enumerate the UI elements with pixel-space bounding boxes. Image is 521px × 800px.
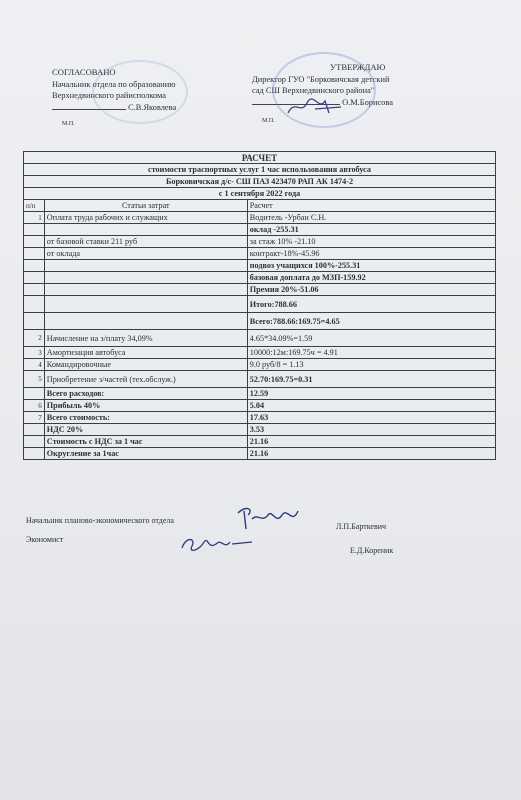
row-item: Командировочные [44, 359, 247, 371]
row-item [44, 284, 247, 296]
table-vehicle: Борковичская д/с- СШ ПАЗ 423470 РАП АК 1474-2 [24, 176, 496, 188]
row-calculation: Всего:788.66:169.75=4.65 [247, 313, 495, 330]
row-calculation: Премия 20%-51.06 [247, 284, 495, 296]
row-number: 1 [24, 212, 45, 224]
row-number: 2 [24, 330, 45, 347]
row-calculation: 4.65*34.09%=1.59 [247, 330, 495, 347]
table-row [24, 272, 496, 284]
economist-head-signature-icon [232, 503, 304, 535]
table-row [24, 412, 496, 424]
row-calculation: 5.04 [247, 400, 495, 412]
row-calculation: 10000:12м:169.75ч = 4.91 [247, 347, 495, 359]
row-item: Начисление на з/плату 34,09% [44, 330, 247, 347]
table-body [24, 212, 496, 460]
row-number: 3 [24, 347, 45, 359]
footer-title-2: Экономист [26, 535, 64, 544]
table-row [24, 424, 496, 436]
table-row [24, 296, 496, 313]
table-row [24, 284, 496, 296]
row-number [24, 448, 45, 460]
table-date: с 1 сентября 2022 года [24, 188, 496, 200]
approval-left-line2: Верхнедвинского райисполкома [52, 91, 166, 100]
row-calculation: базовая доплата до МЗП-159.92 [247, 272, 495, 284]
table-row [24, 400, 496, 412]
row-calculation: 17.63 [247, 412, 495, 424]
footer-name-2: Е.Д.Кореник [350, 546, 394, 555]
row-number [24, 236, 45, 248]
table-row [24, 436, 496, 448]
row-number: 6 [24, 400, 45, 412]
table-row [24, 212, 496, 224]
approval-right-line1: Директор ГУО "Борковичская детский [252, 74, 390, 84]
table-row [24, 224, 496, 236]
table-row [24, 388, 496, 400]
director-signature-icon [285, 95, 345, 119]
row-calculation: 12.59 [247, 388, 495, 400]
table-row [24, 371, 496, 388]
row-number [24, 260, 45, 272]
table-row [24, 448, 496, 460]
table-row [24, 260, 496, 272]
row-item: Округление за 1час [44, 448, 247, 460]
row-calculation: 3.53 [247, 424, 495, 436]
approval-left-mp: М.П. [62, 121, 75, 127]
row-item: от базовой ставки 211 руб [44, 236, 247, 248]
row-number [24, 224, 45, 236]
row-calculation: Итого:788.66 [247, 296, 495, 313]
row-item: Стоимость с НДС за 1 час [44, 436, 247, 448]
column-header-item: Статьи затрат [44, 200, 247, 212]
row-item [44, 260, 247, 272]
row-item: Всего расходов: [44, 388, 247, 400]
economist-signature-icon [178, 532, 256, 558]
row-calculation: контракт-18%-45.96 [247, 248, 495, 260]
approval-right-mp: М.П. [262, 118, 275, 124]
row-number: 4 [24, 359, 45, 371]
table-title: РАСЧЕТ [24, 152, 496, 164]
row-number [24, 424, 45, 436]
row-item: НДС 20% [44, 424, 247, 436]
row-item [44, 296, 247, 313]
row-item [44, 224, 247, 236]
row-number: 5 [24, 371, 45, 388]
row-calculation: 21.16 [247, 436, 495, 448]
row-number [24, 284, 45, 296]
row-item: Амортизация автобуса [44, 347, 247, 359]
approval-left-title: СОГЛАСОВАНО [52, 67, 116, 77]
table-row [24, 330, 496, 347]
approval-right-title: УТВЕРЖДАЮ [330, 62, 386, 72]
stamp-left-icon [92, 60, 188, 124]
table-row [24, 313, 496, 330]
row-item: Приобретение з/частей (тех.обслуж.) [44, 371, 247, 388]
row-calculation: 9.0 руб/8 = 1.13 [247, 359, 495, 371]
table-row [24, 236, 496, 248]
approval-left-line1: Начальник отдела по образованию [52, 79, 176, 89]
approval-right-name: О.М.Борисова [342, 97, 393, 107]
approval-right-line2: сад СШ Верхнедвинского района" [252, 86, 375, 95]
row-item: от оклада [44, 248, 247, 260]
row-calculation: 21.16 [247, 448, 495, 460]
calculation-table [23, 151, 496, 460]
row-item: Всего стоимость: [44, 412, 247, 424]
footer-title-1: Начальник планово-экономического отдела [26, 516, 174, 525]
row-calculation: Водитель -Урбан С.Н. [247, 212, 495, 224]
row-number [24, 272, 45, 284]
row-calculation: 52.70:169.75=0.31 [247, 371, 495, 388]
row-item: Прибыль 40% [44, 400, 247, 412]
row-number [24, 436, 45, 448]
row-number [24, 388, 45, 400]
row-calculation: оклад -255.31 [247, 224, 495, 236]
footer-name-1: Л.П.Барткевич [336, 522, 387, 531]
table-subtitle: стоимости траспортных услуг 1 час использования автобуса [24, 164, 496, 176]
row-number [24, 313, 45, 330]
table-row [24, 248, 496, 260]
column-header-calc: Расчет [247, 200, 495, 212]
row-number [24, 296, 45, 313]
row-item [44, 313, 247, 330]
row-item: Оплата труда рабочих и служащих [44, 212, 247, 224]
table-row [24, 359, 496, 371]
row-number: 7 [24, 412, 45, 424]
table-row [24, 347, 496, 359]
row-calculation: подвоз учащихся 100%-255.31 [247, 260, 495, 272]
row-calculation: за стаж 10% -21.10 [247, 236, 495, 248]
approval-left-name: С.В.Яковлева [128, 102, 177, 112]
row-number [24, 248, 45, 260]
column-header-num: п/п [24, 200, 45, 212]
row-item [44, 272, 247, 284]
